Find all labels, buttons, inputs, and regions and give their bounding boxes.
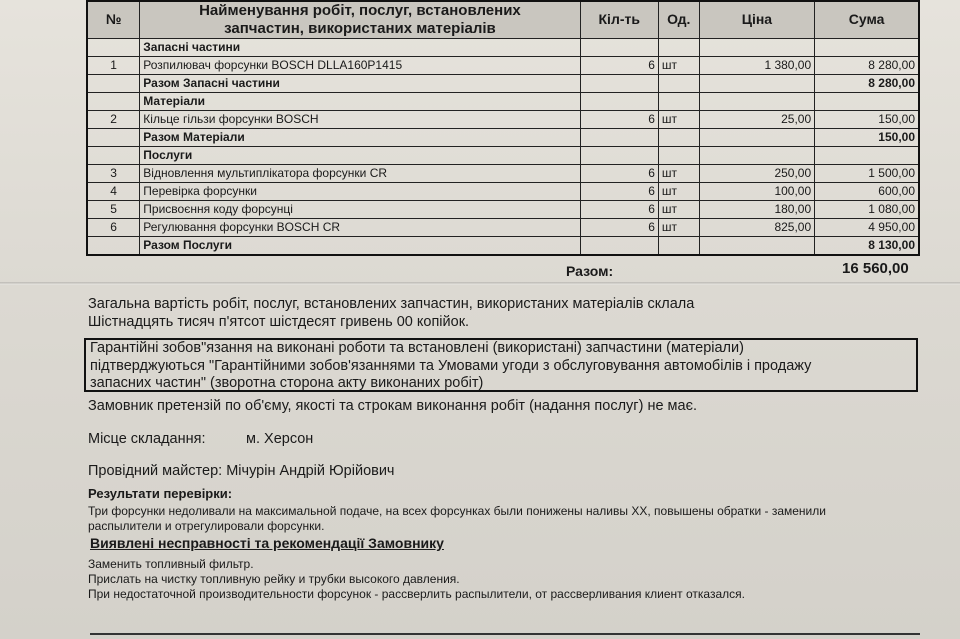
table-header-row xyxy=(87,1,919,39)
row-unit: шт xyxy=(658,201,699,219)
section-total-value: 8 130,00 xyxy=(815,237,919,256)
section-row xyxy=(87,93,919,111)
header-unit: Од. xyxy=(658,1,699,39)
row-unit: шт xyxy=(658,219,699,237)
grand-total-label: Разом: xyxy=(566,263,614,279)
section-total-row xyxy=(87,75,919,93)
paper-fold xyxy=(0,282,960,285)
row-qty: 6 xyxy=(580,57,658,75)
row-unit: шт xyxy=(658,111,699,129)
guarantee-line3: запасних частин" (зворотна сторона акту виконаних робіт) xyxy=(90,375,484,391)
results-heading: Результати перевірки: xyxy=(88,486,233,501)
works-table xyxy=(86,0,920,256)
row-name: Відновлення мультиплікатора форсунки CR xyxy=(140,165,580,183)
row-num: 6 xyxy=(87,219,140,237)
row-price: 1 380,00 xyxy=(699,57,815,75)
header-name xyxy=(140,1,580,39)
row-price: 180,00 xyxy=(699,201,815,219)
table-row xyxy=(87,183,919,201)
row-num: 5 xyxy=(87,201,140,219)
header-name-line2: запчастин, використаних матеріалів xyxy=(224,20,496,37)
row-name: Перевірка форсунки xyxy=(140,183,580,201)
row-sum: 1 500,00 xyxy=(815,165,919,183)
place-value: м. Херсон xyxy=(246,431,314,447)
section-total-label: Разом Матеріали xyxy=(140,129,580,147)
row-sum: 4 950,00 xyxy=(815,219,919,237)
guarantee-box xyxy=(84,338,918,392)
row-price: 100,00 xyxy=(699,183,815,201)
row-name: Присвоєння коду форсунці xyxy=(140,201,580,219)
row-qty: 6 xyxy=(580,219,658,237)
grand-total-value: 16 560,00 xyxy=(842,260,909,277)
table-row xyxy=(87,111,919,129)
row-num: 2 xyxy=(87,111,140,129)
row-qty: 6 xyxy=(580,201,658,219)
row-qty: 6 xyxy=(580,111,658,129)
header-qty: Кіл-ть xyxy=(580,1,658,39)
row-unit: шт xyxy=(658,183,699,201)
row-num: 4 xyxy=(87,183,140,201)
section-total-label: Разом Запасні частини xyxy=(140,75,580,93)
row-sum: 1 080,00 xyxy=(815,201,919,219)
bottom-divider xyxy=(90,633,920,635)
row-price: 250,00 xyxy=(699,165,815,183)
row-qty: 6 xyxy=(580,183,658,201)
row-name: Розпилювач форсунки BOSCH DLLA160P1415 xyxy=(140,57,580,75)
table-row xyxy=(87,165,919,183)
row-unit: шт xyxy=(658,165,699,183)
guarantee-line1: Гарантійні зобов"язання на виконані роботи та встановлені (використані) запчастини (матеріали) xyxy=(90,340,744,356)
no-claims-text: Замовник претензій по об'єму, якості та строкам виконання робіт (надання послуг) не має. xyxy=(88,398,697,414)
results-line2: распылители и отрегулировали форсунки. xyxy=(88,519,325,533)
header-num: № xyxy=(87,1,140,39)
recommendation-line1: Заменить топливный фильтр. xyxy=(88,557,254,571)
section-total-value: 8 280,00 xyxy=(815,75,919,93)
row-qty: 6 xyxy=(580,165,658,183)
results-line1: Три форсунки недоливали на максимальной подаче, на всех форсунках были понижены наливы ХХ, повышены обратки - заменили xyxy=(88,504,826,518)
section-title: Послуги xyxy=(140,147,580,165)
row-sum: 150,00 xyxy=(815,111,919,129)
row-price: 25,00 xyxy=(699,111,815,129)
section-total-label: Разом Послуги xyxy=(140,237,580,256)
row-sum: 600,00 xyxy=(815,183,919,201)
recommendation-line3: При недостаточной производительности форсунок - рассверлить распылители, от рассверливания клиент отказался. xyxy=(88,587,745,601)
table-row xyxy=(87,57,919,75)
section-total-row xyxy=(87,129,919,147)
header-price: Ціна xyxy=(699,1,815,39)
recommendation-line2: Прислать на чистку топливную рейку и трубки высокого давления. xyxy=(88,572,460,586)
row-unit: шт xyxy=(658,57,699,75)
row-num: 3 xyxy=(87,165,140,183)
table-row xyxy=(87,201,919,219)
section-title: Матеріали xyxy=(140,93,580,111)
table-row xyxy=(87,219,919,237)
section-total-row xyxy=(87,237,919,256)
section-row xyxy=(87,39,919,57)
section-total-value: 150,00 xyxy=(815,129,919,147)
row-name: Кільце гільзи форсунки BOSCH xyxy=(140,111,580,129)
place-label: Місце складання: xyxy=(88,431,206,447)
guarantee-line2: підтверджуються "Гарантійними зобов'язаннями та Умовами угоди з обслуговування автомобілів і продажу xyxy=(90,357,812,374)
master-name: Провідний майстер: Мічурін Андрій Юрійович xyxy=(88,463,395,479)
section-row xyxy=(87,147,919,165)
row-num: 1 xyxy=(87,57,140,75)
header-name-line1: Найменування робіт, послуг, встановлених xyxy=(199,2,521,19)
row-price: 825,00 xyxy=(699,219,815,237)
total-sentence-line1: Загальна вартість робіт, послуг, встановлених запчастин, використаних матеріалів склала xyxy=(88,296,695,312)
row-name: Регулювання форсунки BOSCH CR xyxy=(140,219,580,237)
row-sum: 8 280,00 xyxy=(815,57,919,75)
total-sentence-line2: Шістнадцять тисяч п'ятсот шістдесят гривень 00 копійок. xyxy=(88,314,470,330)
header-sum: Сума xyxy=(815,1,919,39)
section-title: Запасні частини xyxy=(140,39,580,57)
defects-heading: Виявлені несправності та рекомендації Замовнику xyxy=(90,535,444,551)
